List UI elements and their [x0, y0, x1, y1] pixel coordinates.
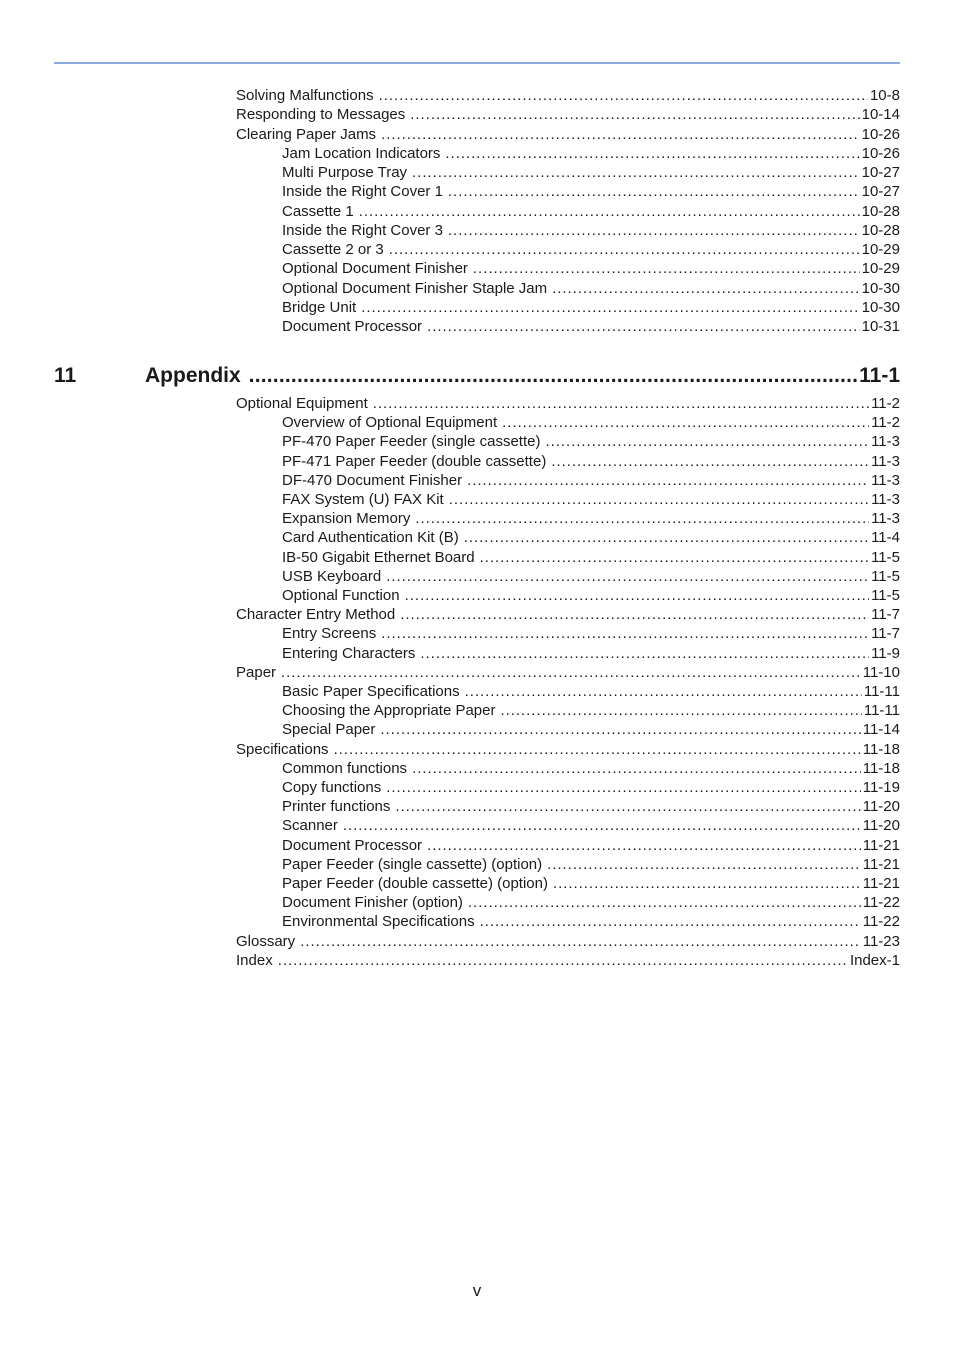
- toc-entry-subsection[interactable]: [282, 452, 900, 471]
- toc-entry-section[interactable]: [236, 605, 900, 624]
- dot-leader: [420, 644, 869, 663]
- toc-entry-subsection[interactable]: [282, 893, 900, 912]
- toc-entry-title: Basic Paper Specifications: [282, 683, 460, 700]
- toc-entry-page: 11-3: [871, 452, 900, 470]
- dot-leader: [300, 932, 861, 951]
- toc-entry-title: Environmental Specifications: [282, 913, 475, 931]
- dot-leader: [400, 605, 869, 624]
- dot-leader: [359, 202, 860, 221]
- toc-entry-page: 10-27: [861, 183, 900, 201]
- toc-entry-subsection[interactable]: [282, 259, 900, 278]
- toc-entry-subsection[interactable]: [282, 586, 900, 605]
- dot-leader: [468, 893, 861, 912]
- dot-leader: [467, 471, 869, 490]
- toc-entry-title: Responding to Messages: [236, 106, 406, 124]
- toc-entry-subsection[interactable]: [282, 836, 900, 855]
- toc-entry-subsection[interactable]: [282, 701, 900, 720]
- toc-entry-title: Inside the Right Cover 1: [282, 183, 443, 201]
- dot-leader: [464, 528, 869, 547]
- toc-entry-page: 11-22: [862, 913, 900, 931]
- toc-entry-subsection[interactable]: [282, 471, 900, 490]
- toc-entry-page: 11-23: [862, 932, 900, 950]
- dot-leader: [473, 259, 860, 278]
- toc-entry-section[interactable]: [236, 86, 900, 105]
- toc-entry-title: PF-470 Paper Feeder (single cassette): [282, 433, 541, 451]
- toc-entry-title: Overview of Optional Equipment: [282, 414, 498, 432]
- toc-entry-title: Document Processor: [282, 836, 423, 854]
- toc-entry-title: Entry Screens: [282, 625, 377, 643]
- toc-entry-title: Optional Function: [282, 587, 400, 604]
- dot-leader: [380, 720, 860, 739]
- toc-entry-subsection[interactable]: [282, 778, 900, 797]
- toc-entry-subsection[interactable]: [282, 855, 900, 874]
- toc-entry-page: 11-5: [871, 548, 900, 566]
- toc-entry-subsection[interactable]: [282, 624, 900, 643]
- dot-leader: [395, 797, 860, 816]
- toc-entry-title: Common functions: [282, 759, 408, 777]
- toc-entry-subsection[interactable]: [282, 182, 900, 201]
- toc-entry-page: 10-29: [861, 241, 900, 258]
- toc-entry-title: Printer functions: [282, 798, 391, 816]
- toc-entry-page: 10-8: [869, 87, 900, 104]
- toc-entry-title: Optional Equipment: [236, 395, 368, 412]
- toc-entry-subsection[interactable]: [282, 816, 900, 835]
- dot-leader: [381, 125, 860, 144]
- toc-entry-subsection[interactable]: [282, 720, 900, 739]
- dot-leader: [427, 317, 860, 336]
- dot-leader: [343, 816, 861, 835]
- toc-entry-page: 10-28: [861, 221, 900, 239]
- toc-entry-title: Entering Characters: [282, 644, 416, 662]
- toc-entry-subsection[interactable]: [282, 279, 900, 298]
- toc-entry-page: 11-5: [871, 567, 900, 585]
- toc-entry-title: Document Processor: [282, 318, 423, 335]
- toc-entry-subsection[interactable]: [282, 298, 900, 317]
- toc-entry-page: 10-30: [861, 298, 900, 316]
- toc-entry-page: 11-5: [871, 587, 900, 604]
- toc-entry-page: 11-3: [871, 510, 900, 528]
- toc-entry-title: Character Entry Method: [236, 606, 396, 624]
- toc-entry-subsection[interactable]: [282, 240, 900, 259]
- toc-entry-subsection[interactable]: [282, 644, 900, 663]
- toc-entry-section[interactable]: [236, 740, 900, 759]
- dot-leader: [249, 364, 857, 388]
- toc-entry-page: 11-18: [862, 759, 900, 777]
- toc-entry-page: 11-22: [862, 894, 900, 912]
- toc-entry-title: Paper Feeder (single cassette) (option): [282, 855, 543, 873]
- page-number: v: [472, 1281, 482, 1300]
- dot-leader: [389, 240, 860, 259]
- toc-entry-page: 11-2: [871, 414, 900, 432]
- dot-leader: [361, 298, 859, 317]
- toc-entry-page: 11-14: [862, 721, 900, 739]
- dot-leader: [412, 759, 861, 778]
- toc-entry-page: 11-7: [871, 625, 900, 643]
- toc-entry-subsection[interactable]: [282, 509, 900, 528]
- dot-leader: [465, 682, 862, 701]
- toc-entry-title: FAX System (U) FAX Kit: [282, 491, 444, 508]
- dot-leader: [405, 586, 870, 605]
- toc-entry-title: Glossary: [236, 932, 296, 950]
- toc-entry-page: 10-31: [861, 318, 900, 335]
- toc-entry-page: 11-11: [863, 683, 900, 700]
- toc-entry-title: Optional Document Finisher Staple Jam: [282, 279, 548, 297]
- toc-entry-title: Paper: [236, 663, 277, 681]
- toc-entry-title: Index: [236, 951, 273, 969]
- header-rule: [54, 62, 900, 64]
- toc-entry-page: 10-27: [861, 164, 900, 181]
- toc-entry-subsection[interactable]: [282, 221, 900, 240]
- dot-leader: [386, 778, 861, 797]
- toc-entry-page: 11-21: [862, 875, 900, 892]
- toc-entry-page: 11-7: [871, 606, 900, 624]
- toc-entry-page: 11-18: [862, 740, 900, 758]
- dot-leader: [480, 912, 861, 931]
- toc-entry-subsection[interactable]: [282, 432, 900, 451]
- toc-entry-title: Optional Document Finisher: [282, 260, 468, 278]
- toc-entry-subsection[interactable]: [282, 912, 900, 931]
- toc-entry-page: 11-11: [863, 702, 900, 720]
- toc-entry-page: 11-20: [862, 817, 900, 835]
- toc-entry-subsection[interactable]: [282, 682, 900, 701]
- toc-entry-subsection[interactable]: [282, 202, 900, 221]
- toc-entry-page: 11-3: [871, 433, 900, 451]
- toc-entry-title: USB Keyboard: [282, 567, 382, 585]
- toc-entry-subsection[interactable]: [282, 413, 900, 432]
- toc-entry-page: 11-10: [862, 663, 900, 681]
- toc-entry-title: Solving Malfunctions: [236, 87, 374, 104]
- toc-entry-title: Paper Feeder (double cassette) (option): [282, 875, 548, 892]
- toc-entry-title: Expansion Memory: [282, 510, 411, 528]
- toc-entry-page: 10-30: [861, 279, 900, 297]
- dot-leader: [547, 855, 861, 874]
- toc-entry-title: Cassette 1: [282, 202, 354, 220]
- dot-leader: [281, 663, 861, 682]
- toc-entry-page: 11-19: [862, 779, 900, 796]
- toc-entry-page: 11-9: [871, 644, 900, 662]
- toc-entry-title: Card Authentication Kit (B): [282, 529, 459, 547]
- dot-leader: [553, 874, 861, 893]
- toc-entry-subsection[interactable]: [282, 163, 900, 182]
- toc-entry-title: Bridge Unit: [282, 298, 357, 316]
- dot-leader: [334, 740, 861, 759]
- toc-entry-page: 10-26: [861, 125, 900, 143]
- toc-entry-subsection[interactable]: [282, 874, 900, 893]
- dot-leader: [551, 452, 869, 471]
- toc-entry-page: 10-14: [861, 106, 900, 124]
- toc-entry-title: Document Finisher (option): [282, 894, 463, 912]
- toc-entry-section[interactable]: [236, 125, 900, 144]
- toc-entry-page: Index-1: [849, 951, 900, 969]
- dot-leader: [373, 394, 869, 413]
- toc-entry-section[interactable]: [236, 105, 900, 124]
- toc-entry-title: Choosing the Appropriate Paper: [282, 702, 496, 720]
- toc-entry-subsection[interactable]: [282, 797, 900, 816]
- toc-entry-title: Clearing Paper Jams: [236, 125, 377, 143]
- toc-entry-subsection[interactable]: [282, 528, 900, 547]
- toc-entry-section[interactable]: [236, 394, 900, 413]
- chapter-page: 11-1: [859, 364, 900, 387]
- dot-leader: [381, 624, 869, 643]
- toc-entry-title: Inside the Right Cover 3: [282, 221, 443, 239]
- toc-entry-title: IB-50 Gigabit Ethernet Board: [282, 548, 475, 566]
- dot-leader: [449, 490, 869, 509]
- chapter-number: 11: [54, 364, 77, 387]
- dot-leader: [379, 86, 868, 105]
- dot-leader: [500, 701, 861, 720]
- toc-entry-page: 11-20: [862, 798, 900, 816]
- toc-entry-section[interactable]: [236, 663, 900, 682]
- toc-entry-title: Multi Purpose Tray: [282, 164, 408, 181]
- chapter-title: Appendix: [145, 364, 241, 387]
- dot-leader: [415, 509, 869, 528]
- dot-leader: [448, 182, 860, 201]
- dot-leader: [502, 413, 869, 432]
- toc-entry-page: 11-21: [862, 855, 900, 873]
- toc-entry-section[interactable]: [236, 932, 900, 951]
- toc-entry-title: Copy functions: [282, 779, 382, 796]
- toc-entry-page: 11-3: [871, 471, 900, 489]
- toc-entry-title: Jam Location Indicators: [282, 144, 441, 162]
- toc-entry-title: Scanner: [282, 817, 338, 835]
- dot-leader: [412, 163, 860, 182]
- toc-entry-title: Specifications: [236, 740, 329, 758]
- toc-entry-subsection[interactable]: [282, 144, 900, 163]
- dot-leader: [480, 548, 869, 567]
- dot-leader: [552, 279, 860, 298]
- toc-entry-page: 10-28: [861, 202, 900, 220]
- dot-leader: [448, 221, 860, 240]
- toc-entry-section[interactable]: [236, 951, 900, 970]
- toc-entry-title: DF-470 Document Finisher: [282, 471, 463, 489]
- toc-entry-page: 11-21: [862, 836, 900, 854]
- toc-entry-page: 11-2: [871, 395, 900, 412]
- dot-leader: [386, 567, 869, 586]
- toc-entry-page: 11-3: [871, 491, 900, 508]
- toc-entry-subsection[interactable]: [282, 548, 900, 567]
- dot-leader: [545, 432, 869, 451]
- chapter-heading[interactable]: [54, 364, 900, 390]
- toc-entry-title: PF-471 Paper Feeder (double cassette): [282, 452, 547, 470]
- dot-leader: [427, 836, 861, 855]
- dot-leader: [445, 144, 859, 163]
- toc-entry-subsection[interactable]: [282, 759, 900, 778]
- toc-entry-page: 10-26: [861, 144, 900, 162]
- dot-leader: [278, 951, 848, 970]
- toc-entry-title: Special Paper: [282, 721, 376, 739]
- toc-entry-page: 10-29: [861, 260, 900, 278]
- toc-entry-title: Cassette 2 or 3: [282, 241, 384, 258]
- toc-entry-subsection[interactable]: [282, 317, 900, 336]
- toc-entry-page: 11-4: [871, 529, 900, 547]
- toc-entry-subsection[interactable]: [282, 490, 900, 509]
- toc-entry-subsection[interactable]: [282, 567, 900, 586]
- dot-leader: [410, 105, 859, 124]
